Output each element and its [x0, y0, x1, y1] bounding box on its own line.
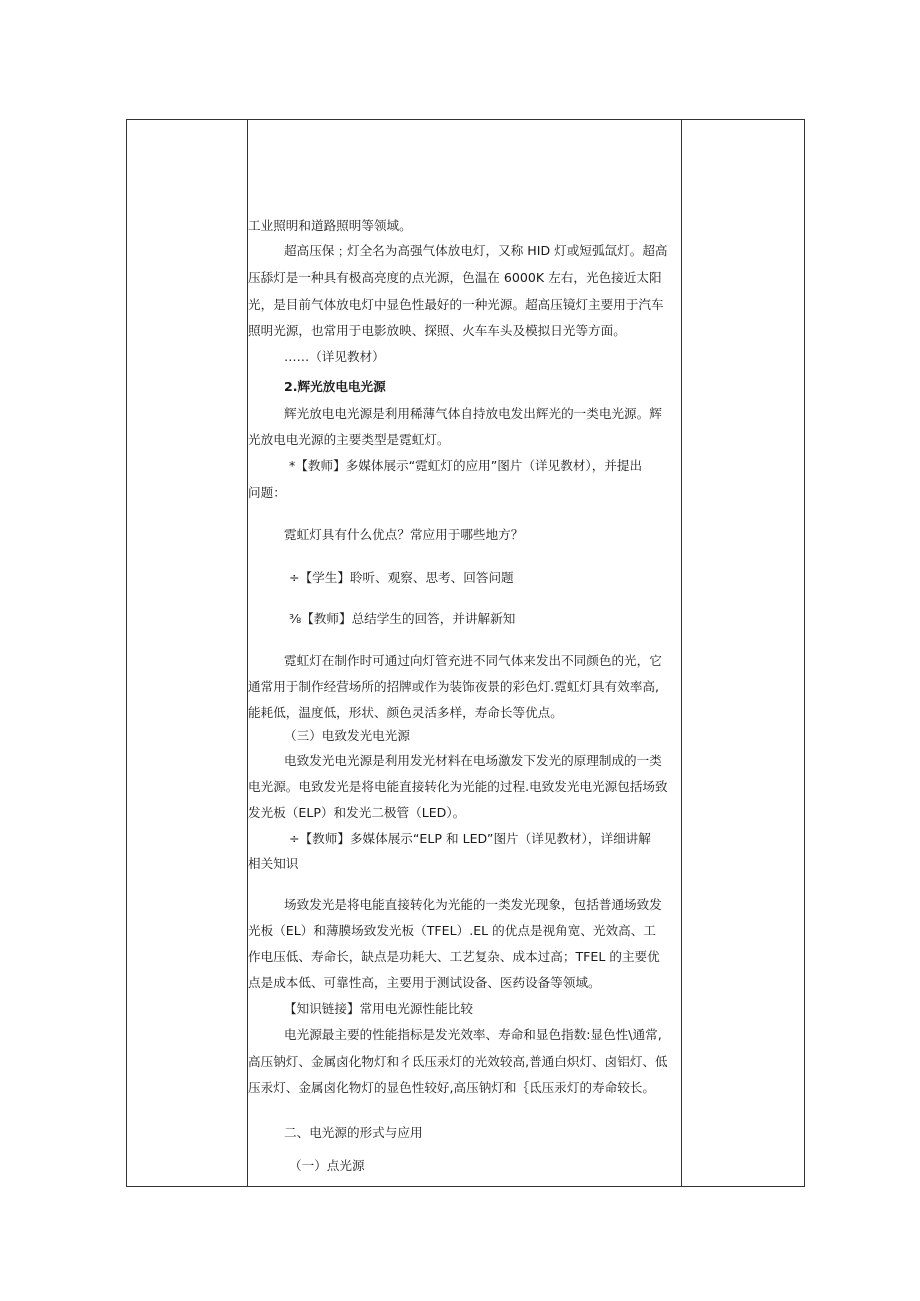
text-line: 作电压低、寿命长，缺点是功耗大、工艺复杂、成本过高；TFEL 的主要优: [248, 949, 660, 964]
text-line: 点是成本低、可靠性高，主要用于测试设备、医药设备等领域。: [248, 975, 601, 990]
text-line: 能耗低，温度低，形状、颜色灵活多样，寿命长等优点。: [248, 705, 563, 720]
lesson-table: [126, 119, 805, 1187]
text-line: ……（详见教材）: [284, 349, 385, 364]
text-line: 辉光放电电光源是利用稀薄气体自持放电发出辉光的一类电光源。辉: [284, 406, 662, 421]
question-line: 霓虹灯具有什么优点？常应用于哪些地方？: [284, 527, 524, 542]
text-line: 光，是目前气体放电灯中显色性最好的一种光源。超高压镜灯主要用于汽车: [248, 297, 664, 312]
text-line: 电光源。电致发光是将电能直接转化为光能的过程.电致发光电光源包括场致: [248, 779, 668, 794]
text-line: *【教师】多媒体展示“霓虹灯的应用”图片（详见教材），并提出: [289, 458, 643, 473]
column-divider-right: [681, 120, 682, 1186]
text-line: 光放电电光源的主要类型是霓虹灯。: [248, 432, 450, 447]
text-line: 压汞灯、金属卤化物灯的显色性较好,高压钠灯和｛氐压汞灯的寿命较长。: [248, 1080, 656, 1095]
text-line: 电致发光电光源是利用发光材料在电场激发下发光的原理制成的一类: [284, 753, 662, 768]
text-line: 相关知识: [248, 856, 299, 871]
text-line: 光板（EL）和薄膜场致发光板（TFEL）.EL 的优点是视角宽、光效高、工: [248, 923, 656, 938]
text-line: 电光源最主要的性能指标是发光效率、寿命和显色指数:显色性\通常,: [284, 1027, 662, 1042]
text-line: 照明光源，也常用于电影放映、探照、火车车头及模拟日光等方面。: [248, 323, 626, 338]
text-line: 工业照明和道路照明等领域。: [248, 218, 412, 233]
section-heading: 二、电光源的形式与应用: [284, 1125, 423, 1140]
text-line: ÷【教师】多媒体展示“ELP 和 LED”图片（详见教材），详细讲解: [289, 831, 651, 846]
text-line: ⅜【教师】总结学生的回答，并讲解新知: [289, 611, 516, 626]
text-line: 超高压保﹔灯全名为高强气体放电灯，又称 HID 灯或短弧氙灯。超高: [284, 243, 668, 258]
section-heading: （三）电致发光电光源: [284, 728, 410, 743]
text-line: 场致发光是将电能直接转化为光能的一类发光现象，包括普通场致发: [284, 897, 662, 912]
section-heading: （一）点光源: [289, 1158, 365, 1173]
text-line: 发光板（ELP）和发光二极管（LED）。: [248, 805, 466, 820]
text-line: 高压钠灯、金属卤化物灯和彳氐压汞灯的光效较高,普通白炽灯、卤铝灯、低: [248, 1054, 668, 1069]
section-heading: 2.辉光放电电光源: [284, 379, 386, 394]
knowledge-link-heading: 【知识链接】常用电光源性能比较: [284, 1001, 473, 1016]
text-line: ÷【学生】聆听、观察、思考、回答问题: [289, 570, 514, 585]
lesson-content-cell: [248, 120, 681, 1186]
text-line: 压舔灯是一种具有极高亮度的点光源，色温在 6000K 左右，光色接近太阳: [248, 270, 662, 285]
text-line: 问题：: [248, 485, 286, 500]
text-line: 通常用于制作经营场所的招牌或作为装饰夜景的彩色灯.霓虹灯具有效率高,: [248, 679, 660, 694]
text-line: 霓虹灯在制作时可通过向灯管充进不同气体来发出不同颜色的光，它: [284, 653, 662, 668]
